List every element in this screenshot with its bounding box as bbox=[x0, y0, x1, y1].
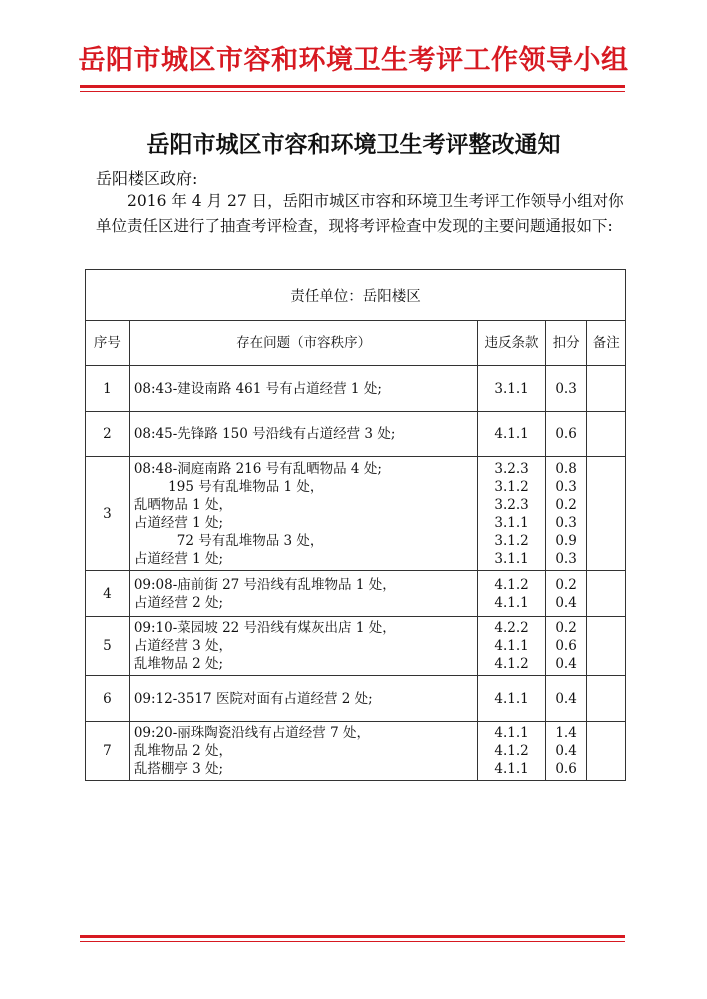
row-number: 6 bbox=[86, 676, 130, 722]
footer-red-rule-thick bbox=[80, 935, 625, 938]
deduction-cell bbox=[545, 366, 587, 412]
deduction-line: 0.4 bbox=[555, 656, 577, 672]
clause-cell bbox=[478, 617, 545, 676]
table-row bbox=[86, 676, 626, 722]
deduction-cell bbox=[545, 617, 587, 676]
remark-cell bbox=[587, 676, 626, 722]
clause-cell bbox=[478, 722, 545, 781]
clause-line: 4.1.1 bbox=[494, 426, 529, 442]
header-org-title: 岳阳市城区市容和环境卫生考评工作领导小组 bbox=[78, 45, 629, 76]
table-row bbox=[86, 412, 626, 457]
clause-line: 4.1.2 bbox=[494, 576, 529, 593]
deduction-line: 0.9 bbox=[555, 532, 577, 549]
issue-line: 08:43-建设南路 461 号有占道经营 1 处; bbox=[133, 380, 382, 397]
header-no: 序号 bbox=[86, 321, 130, 366]
issue-line: 09:20-丽珠陶瓷沿线有占道经营 7 处， bbox=[133, 725, 370, 741]
clause-cell bbox=[478, 676, 545, 722]
table-row bbox=[86, 571, 626, 617]
row-number: 3 bbox=[86, 457, 130, 571]
issue-line: 195 号有乱堆物品 1 处， bbox=[133, 478, 324, 495]
clause-line: 4.1.2 bbox=[494, 743, 529, 759]
inspection-table bbox=[85, 269, 626, 781]
deduction-line: 0.3 bbox=[555, 478, 577, 495]
issue-line: 乱搭棚亭 3 处; bbox=[133, 761, 224, 777]
clause-line: 4.1.1 bbox=[494, 690, 529, 707]
row-number: 1 bbox=[86, 366, 130, 412]
clause-line: 3.2.3 bbox=[494, 496, 529, 513]
deduction-line: 0.2 bbox=[555, 620, 577, 636]
deduction-cell bbox=[545, 722, 587, 781]
deduction-line: 1.4 bbox=[555, 725, 577, 741]
issue-cell bbox=[129, 366, 478, 412]
deduction-cell bbox=[545, 571, 587, 617]
remark-cell bbox=[587, 722, 626, 781]
clause-line: 3.1.1 bbox=[494, 550, 529, 567]
deduction-line: 0.4 bbox=[555, 743, 577, 759]
deduction-line: 0.8 bbox=[555, 460, 577, 477]
row-number: 4 bbox=[86, 571, 130, 617]
issue-line: 乱堆物品 2 处; bbox=[133, 656, 224, 672]
footer-red-rule-thin bbox=[80, 941, 625, 942]
deduction-line: 0.2 bbox=[555, 576, 577, 593]
table-row bbox=[86, 617, 626, 676]
deduction-line: 0.3 bbox=[555, 380, 577, 397]
deduction-line: 0.6 bbox=[555, 426, 577, 442]
issue-cell bbox=[129, 412, 478, 457]
notice-body: 2016 年 4 月 27 日，岳阳市城区市容和环境卫生考评工作领导小组对你单位责任区进行了抽查考评检查，现将考评检查中发现的主要问题通报如下: bbox=[96, 192, 624, 235]
table-row bbox=[86, 457, 626, 571]
issue-line: 72 号有乱堆物品 3 处， bbox=[133, 532, 324, 549]
clause-cell bbox=[478, 571, 545, 617]
deduction-cell bbox=[545, 457, 587, 571]
clause-cell bbox=[478, 366, 545, 412]
clause-line: 4.1.1 bbox=[494, 594, 529, 611]
clause-line: 4.1.1 bbox=[494, 761, 529, 777]
issue-line: 09:08-庙前街 27 号沿线有乱堆物品 1 处， bbox=[133, 576, 396, 593]
clause-line: 4.1.1 bbox=[494, 725, 529, 741]
header-clause: 违反条款 bbox=[478, 321, 545, 366]
issue-line: 占道经营 1 处; bbox=[133, 514, 224, 531]
issue-cell bbox=[129, 676, 478, 722]
issue-cell bbox=[129, 571, 478, 617]
deduction-line: 0.4 bbox=[555, 594, 577, 611]
row-number: 5 bbox=[86, 617, 130, 676]
deduction-line: 0.4 bbox=[555, 690, 577, 707]
deduction-line: 0.3 bbox=[555, 550, 577, 567]
issue-line: 乱堆物品 2 处， bbox=[133, 743, 232, 759]
clause-line: 3.1.2 bbox=[494, 532, 529, 549]
header-issue: 存在问题（市容秩序） bbox=[129, 321, 478, 366]
clause-cell bbox=[478, 457, 545, 571]
deduction-line: 0.3 bbox=[555, 514, 577, 531]
header-red-rule-thin bbox=[80, 91, 625, 92]
table-row bbox=[86, 366, 626, 412]
issue-line: 乱晒物品 1 处， bbox=[133, 496, 232, 513]
clause-line: 4.1.1 bbox=[494, 638, 529, 654]
issue-line: 占道经营 3 处， bbox=[133, 638, 232, 654]
notice-title: 岳阳市城区市容和环境卫生考评整改通知 bbox=[146, 131, 561, 158]
clause-cell bbox=[478, 412, 545, 457]
clause-line: 4.1.2 bbox=[494, 656, 529, 672]
row-number: 2 bbox=[86, 412, 130, 457]
clause-line: 3.1.1 bbox=[494, 380, 529, 397]
issue-line: 08:45-先锋路 150 号沿线有占道经营 3 处; bbox=[133, 426, 396, 442]
deduction-cell bbox=[545, 676, 587, 722]
issue-line: 08:48-洞庭南路 216 号有乱晒物品 4 处; bbox=[133, 460, 382, 477]
header-remark: 备注 bbox=[587, 321, 626, 366]
clause-line: 4.2.2 bbox=[494, 620, 529, 636]
deduction-line: 0.6 bbox=[555, 638, 577, 654]
issue-line: 09:10-菜园坡 22 号沿线有煤灰出店 1 处， bbox=[133, 620, 396, 636]
table-caption: 责任单位：岳阳楼区 bbox=[86, 270, 626, 321]
row-number: 7 bbox=[86, 722, 130, 781]
issue-line: 占道经营 2 处; bbox=[133, 594, 224, 611]
remark-cell bbox=[587, 457, 626, 571]
header-red-rule-thick bbox=[80, 85, 625, 88]
issue-cell bbox=[129, 722, 478, 781]
remark-cell bbox=[587, 366, 626, 412]
deduction-line: 0.2 bbox=[555, 496, 577, 513]
remark-cell bbox=[587, 571, 626, 617]
clause-line: 3.1.1 bbox=[494, 514, 529, 531]
remark-cell bbox=[587, 412, 626, 457]
issue-cell bbox=[129, 617, 478, 676]
issue-cell bbox=[129, 457, 478, 571]
table-row bbox=[86, 722, 626, 781]
table-body bbox=[86, 366, 626, 781]
notice-recipient: 岳阳楼区政府: bbox=[96, 169, 198, 188]
issue-line: 09:12-3517 医院对面有占道经营 2 处; bbox=[133, 690, 373, 707]
deduction-cell bbox=[545, 412, 587, 457]
header-deduct: 扣分 bbox=[545, 321, 587, 366]
deduction-line: 0.6 bbox=[555, 761, 577, 777]
issue-line: 占道经营 1 处; bbox=[133, 550, 224, 567]
remark-cell bbox=[587, 617, 626, 676]
clause-line: 3.1.2 bbox=[494, 478, 529, 495]
clause-line: 3.2.3 bbox=[494, 460, 529, 477]
